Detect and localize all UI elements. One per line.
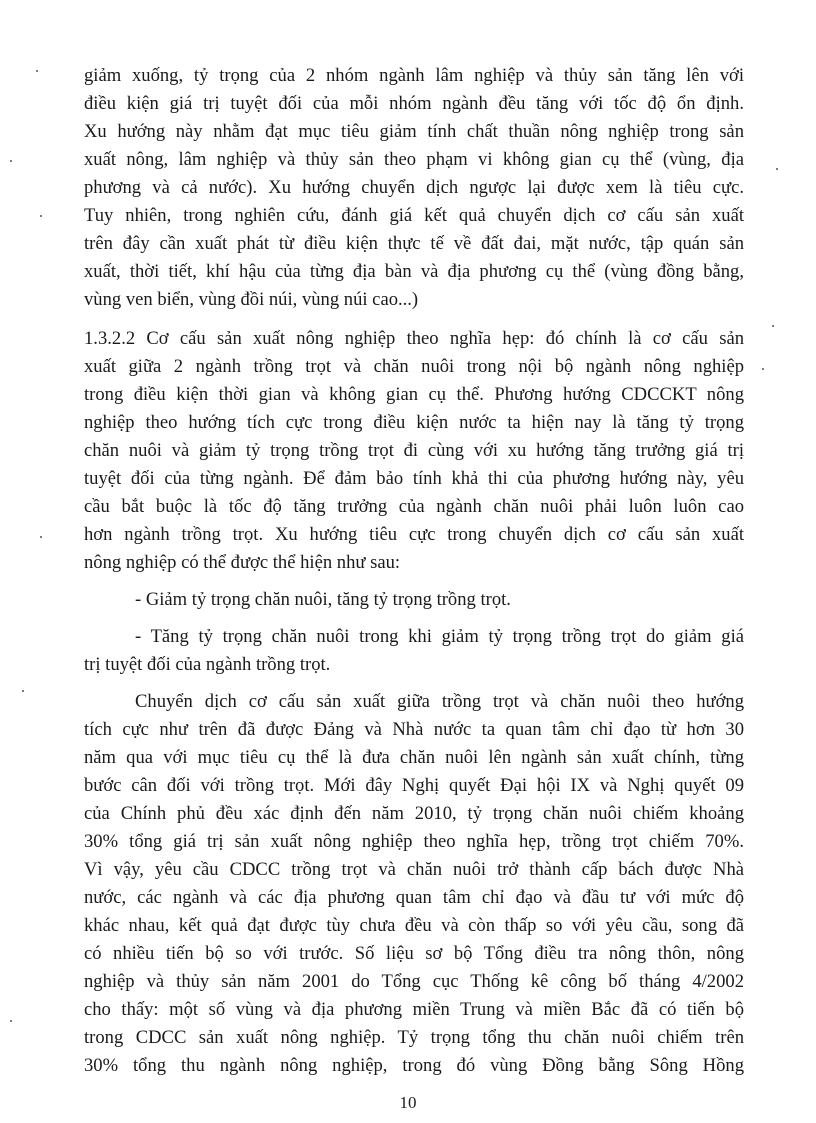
text-line: xuất nông, lâm nghiệp và thủy sản theo phạm vi không gian cụ thể (vùng, địa bbox=[84, 149, 744, 170]
text-line: cho thấy: một số vùng và địa phương miền Trung và miền Bắc đã có tiến bộ bbox=[84, 999, 744, 1020]
text-line: năm qua với mục tiêu cụ thể là đưa chăn nuôi lên ngành sản xuất chính, từng bbox=[84, 747, 744, 768]
text-line: trị tuyệt đối của ngành trồng trọt. bbox=[84, 654, 331, 675]
page-number: 10 bbox=[399, 1093, 417, 1112]
scan-speck bbox=[772, 325, 774, 327]
text-line: nước, các ngành và các địa phương quan tâm chỉ đạo và đầu tư với mức độ bbox=[84, 887, 744, 908]
text-line: Xu hướng này nhằm đạt mục tiêu giảm tính chất thuần nông nghiệp trong sản bbox=[84, 121, 744, 142]
text-line: Tuy nhiên, trong nghiên cứu, đánh giá kết quả chuyển dịch cơ cấu sản xuất bbox=[84, 205, 744, 226]
scan-speck bbox=[776, 168, 778, 170]
text-line: chăn nuôi và giảm tỷ trọng trồng trọt đi cùng với xu hướng tăng trưởng giá trị bbox=[84, 440, 744, 461]
text-line: Vì vậy, yêu cầu CDCC trồng trọt và chăn nuôi trở thành cấp bách được Nhà bbox=[84, 859, 744, 880]
text-line: xuất giữa 2 ngành trồng trọt và chăn nuôi trong nội bộ ngành nông nghiệp bbox=[84, 356, 744, 377]
text-line: có nhiều tiến bộ so với trước. Số liệu sơ bộ Tổng điều tra nông thôn, nông bbox=[84, 943, 744, 964]
text-line: giảm xuống, tỷ trọng của 2 nhóm ngành lâm nghiệp và thủy sản tăng lên với bbox=[84, 65, 744, 86]
text-line: xuất, thời tiết, khí hậu của từng địa bàn và địa phương cụ thể (vùng đồng bằng, bbox=[84, 261, 744, 282]
scan-speck bbox=[22, 690, 24, 692]
text-line: cầu bắt buộc là tốc độ tăng trưởng của ngành chăn nuôi phải luôn luôn cao bbox=[84, 496, 744, 517]
text-line: 30% tổng thu ngành nông nghiệp, trong đó vùng Đồng bằng Sông Hồng bbox=[84, 1055, 744, 1076]
scan-speck bbox=[36, 70, 38, 72]
text-line: tích cực như trên đã được Đảng và Nhà nước ta quan tâm chỉ đạo từ hơn 30 bbox=[84, 719, 744, 740]
text-line: của Chính phủ đều xác định đến năm 2010, tỷ trọng chăn nuôi chiếm khoảng bbox=[84, 803, 744, 824]
text-line: nghiệp theo hướng tích cực trong điều kiện nước ta hiện nay là tăng tỷ trọng bbox=[84, 412, 744, 433]
text-line: tuyệt đối của từng ngành. Để đảm bảo tính khả thi của phương hướng này, yêu bbox=[84, 468, 744, 489]
text-line: 30% tổng giá trị sản xuất nông nghiệp theo nghĩa hẹp, trồng trọt chiếm 70%. bbox=[84, 831, 744, 852]
text-line: điều kiện giá trị tuyệt đối của mỗi nhóm ngành đều tăng với tốc độ ổn định. bbox=[84, 93, 744, 114]
text-line: phương và cả nước). Xu hướng chuyển dịch ngược lại được xem là tiêu cực. bbox=[84, 177, 744, 198]
section-heading-line: 1.3.2.2 Cơ cấu sản xuất nông nghiệp theo nghĩa hẹp: đó chính là cơ cấu sản bbox=[84, 328, 744, 349]
text-line: bước cân đối với trồng trọt. Mới đây Nghị quyết Đại hội IX và Nghị quyết 09 bbox=[84, 775, 744, 796]
bullet-item: - Tăng tỷ trọng chăn nuôi trong khi giảm tỷ trọng trồng trọt do giảm giá bbox=[135, 626, 744, 647]
scan-speck bbox=[40, 536, 42, 538]
text-line: vùng ven biển, vùng đồi núi, vùng núi cao...) bbox=[84, 289, 419, 310]
bullet-item: - Giảm tỷ trọng chăn nuôi, tăng tỷ trọng trồng trọt. bbox=[135, 589, 511, 610]
scan-speck bbox=[762, 368, 764, 370]
text-line: khác nhau, kết quả đạt được tùy chưa đều và còn thấp so với yêu cầu, song đã bbox=[84, 915, 744, 936]
text-line: trong điều kiện thời gian và không gian cụ thể. Phương hướng CDCCKT nông bbox=[84, 384, 744, 405]
text-line: Chuyển dịch cơ cấu sản xuất giữa trồng trọt và chăn nuôi theo hướng bbox=[135, 691, 744, 712]
scan-speck bbox=[10, 160, 12, 162]
text-line: trên đây cần xuất phát từ điều kiện thực tế về đất đai, mặt nước, tập quán sản bbox=[84, 233, 744, 254]
scan-speck bbox=[10, 1020, 12, 1022]
text-line: trong CDCC sản xuất nông nghiệp. Tỷ trọng tổng thu chăn nuôi chiếm trên bbox=[84, 1027, 744, 1048]
text-line: nông nghiệp có thể được thể hiện như sau: bbox=[84, 552, 401, 573]
text-line: nghiệp và thủy sản năm 2001 do Tổng cục Thống kê công bố tháng 4/2002 bbox=[84, 971, 744, 992]
text-line: hơn ngành trồng trọt. Xu hướng tiêu cực trong chuyển dịch cơ cấu sản xuất bbox=[84, 524, 744, 545]
scan-speck bbox=[40, 215, 42, 217]
